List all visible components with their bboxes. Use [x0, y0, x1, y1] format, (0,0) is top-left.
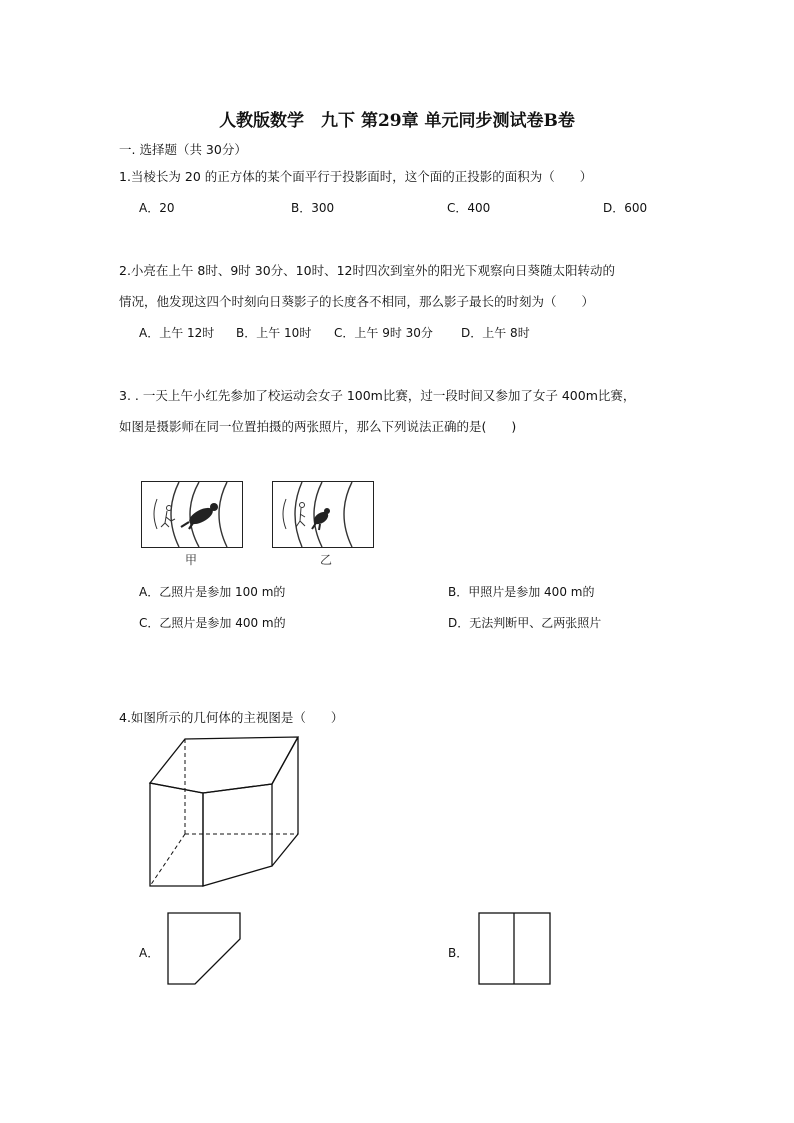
q3-option-b[interactable]: B．甲照片是参加 400 m的	[448, 585, 595, 599]
photo-yi-figure	[272, 481, 374, 548]
photo-jia-figure	[141, 481, 243, 548]
question-2-stem-line2: 情况，他发现这四个时刻向日葵影子的长度各不相同，那么影子最长的时刻为（ ）	[119, 294, 595, 309]
q3-option-c[interactable]: C．乙照片是参加 400 m的	[139, 616, 286, 630]
section-heading: 一. 选择题（共 30分）	[119, 142, 247, 157]
page-title: 人教版数学 九下 第29章 单元同步测试卷B卷	[219, 111, 575, 131]
q4-option-b-label[interactable]: B．	[448, 946, 469, 960]
q4-option-b-figure[interactable]	[478, 912, 552, 986]
q4-option-a-figure[interactable]	[167, 912, 243, 986]
q1-option-d[interactable]: D．600	[603, 201, 648, 215]
geometric-solid-figure	[148, 736, 300, 888]
question-3-stem-line1: 3. . 一天上午小红先参加了校运动会女子 100m比赛，过一段时间又参加了女子 400m比赛，	[119, 388, 636, 403]
q1-option-c[interactable]: C．400	[447, 201, 491, 215]
q2-option-b[interactable]: B．上午 10时	[236, 326, 312, 340]
photo-jia-label: 甲	[185, 553, 198, 567]
photo-yi-label: 乙	[320, 553, 333, 567]
q2-option-c[interactable]: C．上午 9时 30分	[334, 326, 433, 340]
question-1-stem: 1.当棱长为 20 的正方体的某个面平行于投影面时，这个面的正投影的面积为（ ）	[119, 169, 593, 184]
question-3-stem-line2: 如图是摄影师在同一位置拍摄的两张照片，那么下列说法正确的是( )	[119, 419, 517, 434]
question-2-stem-line1: 2.小亮在上午 8时、9时 30分、10时、12时四次到室外的阳光下观察向日葵随太阳转动的	[119, 263, 615, 278]
q4-option-a-label[interactable]: A．	[139, 946, 160, 960]
q3-option-a[interactable]: A．乙照片是参加 100 m的	[139, 585, 286, 599]
q3-option-d[interactable]: D．无法判断甲、乙两张照片	[448, 616, 602, 630]
q1-option-b[interactable]: B．300	[291, 201, 335, 215]
question-4-stem: 4.如图所示的几何体的主视图是（ ）	[119, 710, 344, 725]
q1-option-a[interactable]: A．20	[139, 201, 175, 215]
q2-option-a[interactable]: A．上午 12时	[139, 326, 215, 340]
q2-option-d[interactable]: D．上午 8时	[461, 326, 530, 340]
